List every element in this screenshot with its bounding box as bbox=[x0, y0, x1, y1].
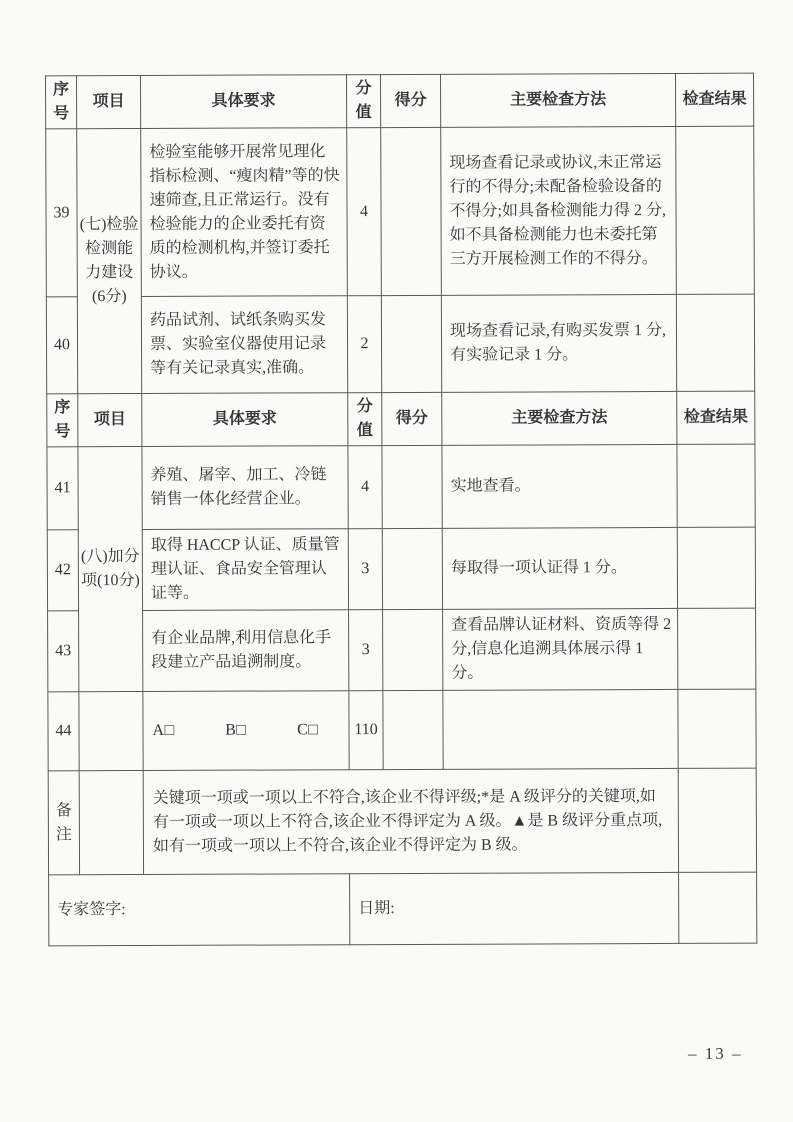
row-43-check-method: 查看品牌认证材料、资质等得 2 分,信息化追溯具体展示得 1 分。 bbox=[443, 608, 678, 690]
row-41-score-gained bbox=[382, 445, 442, 528]
row-44-grade-options bbox=[143, 691, 349, 771]
row-43-requirement: 有企业品牌,利用信息化手段建立产品追溯制度。 bbox=[143, 610, 349, 692]
grade-a-checkbox: A□ bbox=[152, 721, 175, 739]
signature-result-cell bbox=[679, 872, 757, 943]
row-41-number: 41 bbox=[47, 447, 78, 530]
row-40-requirement: 药品试剂、试纸条购买发票、实验室仪器使用记录等有关记录真实,准确。 bbox=[141, 296, 347, 394]
table-row-44 bbox=[48, 689, 756, 771]
row-43-score-value: 3 bbox=[349, 610, 383, 691]
inspection-score-table bbox=[45, 73, 757, 947]
table-row-39 bbox=[46, 126, 755, 297]
row-42-check-result bbox=[677, 527, 755, 608]
header-requirement: 具体要求 bbox=[141, 75, 347, 129]
row-43-score-gained bbox=[383, 609, 443, 690]
table-row-40 bbox=[46, 294, 754, 394]
signature-row bbox=[49, 872, 757, 946]
page-number: – 13 – bbox=[688, 1044, 743, 1063]
row-40-score-value: 2 bbox=[347, 296, 381, 393]
grade-b-checkbox: B□ bbox=[225, 721, 247, 739]
row-41-requirement: 养殖、屠宰、加工、冷链销售一体化经营企业。 bbox=[142, 446, 348, 530]
row-39-score-gained bbox=[381, 127, 442, 295]
header-seq-no: 序号 bbox=[46, 76, 77, 129]
table-header-row-2 bbox=[47, 391, 755, 447]
row-44-check-method bbox=[443, 689, 678, 769]
row-40-score-gained bbox=[381, 295, 441, 392]
row-42-requirement: 取得 HACCP 认证、质量管理认证、食品安全管理认证等。 bbox=[142, 529, 348, 611]
remark-label: 备注 bbox=[48, 771, 79, 875]
row-39-check-result bbox=[676, 126, 755, 294]
header2-score-value: 分值 bbox=[348, 393, 382, 446]
row-41-check-result bbox=[677, 444, 755, 527]
row-39-check-method: 现场查看记录或协议,未正常运行的不得分;未配备检验设备的不得分;如具备检测能力得 2 分,如不具备检测能力也未委托第三方开展检测工作的不得分。 bbox=[441, 126, 677, 295]
row-42-check-method: 每取得一项认证得 1 分。 bbox=[442, 527, 677, 609]
header-check-result: 检查结果 bbox=[675, 73, 753, 126]
row-40-number: 40 bbox=[46, 297, 77, 394]
grade-c-checkbox: C□ bbox=[297, 721, 319, 739]
header2-check-method: 主要检查方法 bbox=[442, 391, 677, 445]
header-check-method: 主要检查方法 bbox=[441, 73, 676, 127]
row-40-check-result bbox=[676, 294, 754, 391]
header2-requirement: 具体要求 bbox=[142, 393, 348, 447]
table-row-42 bbox=[47, 527, 755, 611]
row-42-score-gained bbox=[382, 528, 442, 609]
table-header-row-1 bbox=[46, 73, 754, 129]
header2-seq-no: 序号 bbox=[47, 394, 78, 447]
row-41-score-value: 4 bbox=[348, 446, 382, 529]
row-39-score-value: 4 bbox=[347, 128, 382, 296]
header2-item: 项目 bbox=[78, 393, 142, 446]
header2-score-gained: 得分 bbox=[382, 392, 442, 445]
row-43-check-result bbox=[678, 608, 756, 689]
remark-text: 关键项一项或一项以上不符合,该企业不得评级;*是 A 级评分的关键项,如有一项或一项以上不符合,该企业不得评定为 A 级。▲是 B 级评分重点项,如有一项或一项以上不符合,该企业不得评定为 B 级。 bbox=[143, 768, 678, 874]
header2-check-result: 检查结果 bbox=[677, 391, 755, 444]
row-39-number: 39 bbox=[46, 129, 78, 297]
row-41-check-method: 实地查看。 bbox=[442, 444, 677, 528]
remark-item-cell bbox=[79, 770, 143, 874]
date-label: 日期: bbox=[350, 872, 679, 944]
row-44-score-gained bbox=[383, 690, 443, 769]
group-8-bonus-items: (八)加分项(10分) bbox=[78, 446, 143, 691]
table-row-41 bbox=[47, 444, 755, 530]
expert-signature-label: 专家签字: bbox=[49, 874, 350, 946]
header-score-gained: 得分 bbox=[381, 74, 441, 127]
row-42-number: 42 bbox=[47, 530, 78, 611]
row-44-check-result bbox=[678, 689, 756, 768]
row-44-item bbox=[79, 691, 143, 770]
group-7-testing-capability: (七)检验检测能力建设(6分) bbox=[77, 128, 142, 393]
header-score-value: 分值 bbox=[347, 75, 381, 128]
row-44-number: 44 bbox=[48, 692, 79, 771]
remark-result-cell bbox=[678, 768, 756, 872]
table-row-43 bbox=[48, 608, 756, 692]
row-39-requirement: 检验室能够开展常见理化指标检测、“瘦肉精”等的快速筛查,且正常运行。没有检验能力的企业委托有资质的检测机构,并签订委托协议。 bbox=[141, 128, 348, 297]
remark-row bbox=[48, 768, 756, 875]
row-40-check-method: 现场查看记录,有购买发票 1 分,有实验记录 1 分。 bbox=[441, 294, 676, 392]
row-43-number: 43 bbox=[48, 611, 79, 692]
row-42-score-value: 3 bbox=[348, 529, 382, 610]
row-44-score-value: 110 bbox=[349, 691, 383, 770]
header-item: 项目 bbox=[77, 75, 141, 128]
